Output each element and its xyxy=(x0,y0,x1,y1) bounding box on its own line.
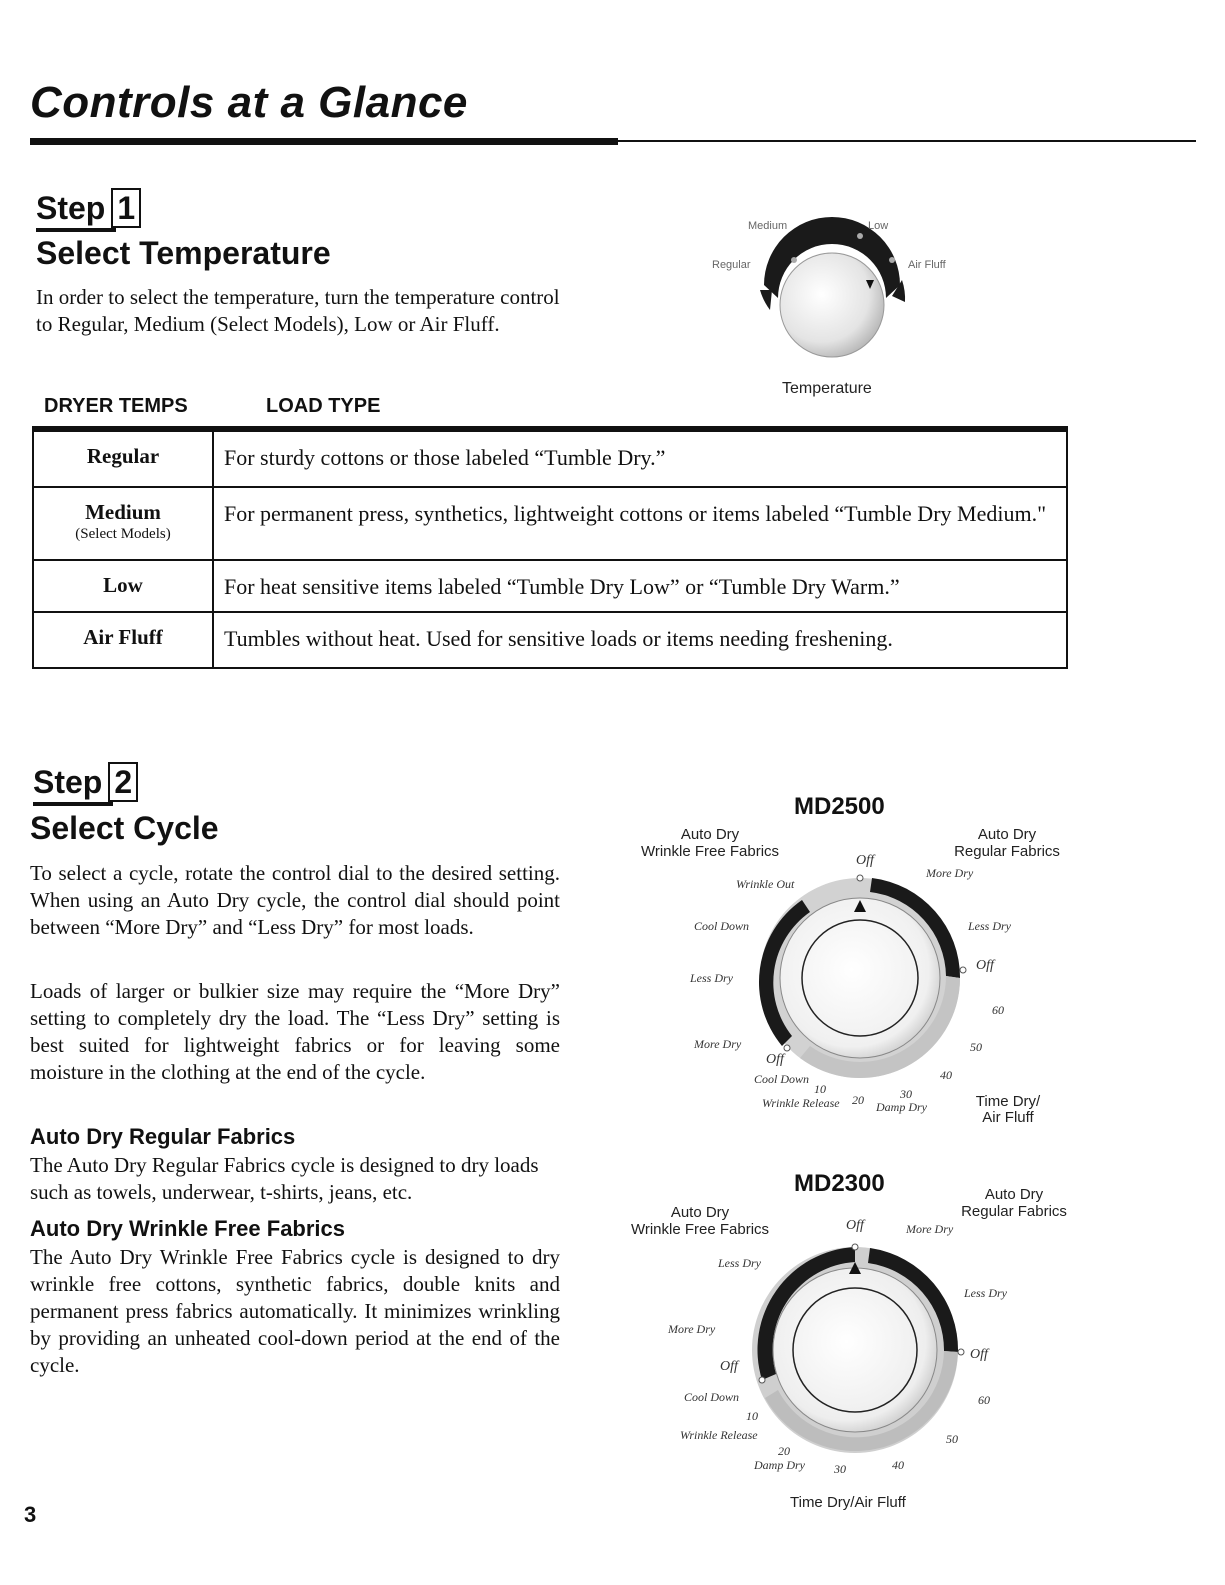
md2300-off-right: Off xyxy=(970,1347,988,1362)
md2500-less-dry-left: Less Dry xyxy=(690,971,734,985)
md2300-cool-down: Cool Down xyxy=(684,1390,740,1404)
temp-label-low: Low xyxy=(868,220,889,232)
md2300-time-10: 10 xyxy=(746,1409,758,1423)
md2500-time-dry-air-fluff: Time Dry/ Air Fluff xyxy=(975,1093,1041,1126)
step2-underline xyxy=(33,802,113,806)
md2500-group-wrinkle-free: Auto Dry Wrinkle Free Fabrics xyxy=(640,826,780,860)
md2500-time-30: 30 xyxy=(900,1087,912,1101)
md2500-cool-down-left: Cool Down xyxy=(694,919,750,933)
md2500-less-dry-right: Less Dry xyxy=(968,919,1012,933)
md2500-wrinkle-release: Wrinkle Release xyxy=(762,1096,840,1110)
step2-para1: To select a cycle, rotate the control dial to the desired setting. When using an Auto Dry cycle, the control dial should point between “More Dry” and “Less Dry” for most loads. xyxy=(30,861,560,939)
step2-number: 2 xyxy=(108,762,138,802)
md2300-damp-dry: Damp Dry xyxy=(754,1458,805,1472)
model-md2300: MD2300 xyxy=(794,1170,885,1197)
page-title: Controls at a Glance xyxy=(30,78,468,127)
temp-label-air-fluff: Air Fluff xyxy=(908,259,946,271)
load-type: For sturdy cottons or those labeled “Tumble Dry.” xyxy=(213,431,1067,487)
md2300-time-30: 30 xyxy=(834,1462,846,1476)
md2300-time-dry-air-fluff: Time Dry/Air Fluff xyxy=(790,1494,906,1511)
page-number: 3 xyxy=(24,1502,37,1527)
md2300-time-60: 60 xyxy=(978,1393,990,1407)
md2500-cool-down-bottom: Cool Down xyxy=(754,1072,810,1086)
sub2-heading: Auto Dry Wrinkle Free Fabrics xyxy=(30,1216,346,1241)
table-row xyxy=(33,612,1067,668)
md2300-group-regular: Auto Dry Regular Fabrics xyxy=(961,1186,1067,1220)
temperature-caption: Temperature xyxy=(782,380,872,397)
md2500-more-dry-left: More Dry xyxy=(694,1037,742,1051)
md2500-more-dry-right: More Dry xyxy=(926,866,974,880)
table-row xyxy=(33,560,1067,612)
step1-text: In order to select the temperature, turn the temperature control to Regular, Medium (Select Models), Low or Air Fluff. xyxy=(36,285,560,336)
md2500-wrinkle-out: Wrinkle Out xyxy=(736,877,795,891)
md2300-time-50: 50 xyxy=(946,1432,958,1446)
md2500-group-regular: Auto Dry Regular Fabrics xyxy=(954,826,1060,860)
md2300-off-left: Off xyxy=(720,1359,738,1374)
title-rule-thick xyxy=(30,138,618,145)
md2500-time-20: 20 xyxy=(852,1093,864,1107)
temps-table xyxy=(32,430,1068,669)
table-row xyxy=(33,487,1067,560)
temp-name: Regular xyxy=(33,431,213,487)
md2300-more-dry-right: More Dry xyxy=(906,1222,954,1236)
md2500-time-60: 60 xyxy=(992,1003,1004,1017)
step1-heading: Select Temperature xyxy=(36,235,331,271)
temp-name: Medium (Select Models) xyxy=(33,487,213,560)
md2300-wrinkle-release: Wrinkle Release xyxy=(680,1428,758,1442)
sub2-text: The Auto Dry Wrinkle Free Fabrics cycle is designed to dry wrinkle free cottons, synthetic fabrics, double knits and permanent press fabrics automatically. It minimizes wrinkling by providing an unheated cool-down period at the end of the cycle. xyxy=(30,1245,560,1377)
step1-underline xyxy=(36,228,116,232)
md2500-off-top: Off xyxy=(856,853,874,868)
temperature-dial[interactable] xyxy=(690,210,980,400)
temp-label-regular: Regular xyxy=(712,259,751,271)
md2300-time-20: 20 xyxy=(778,1444,790,1458)
title-rule-thin xyxy=(618,140,1196,142)
md2500-off-left: Off xyxy=(766,1052,784,1067)
md2500-damp-dry: Damp Dry xyxy=(876,1100,927,1114)
temp-note: (Select Models) xyxy=(75,526,171,542)
md2500-off-right: Off xyxy=(976,958,994,973)
model-md2500: MD2500 xyxy=(794,793,885,820)
md2500-time-40: 40 xyxy=(940,1068,952,1082)
md2300-less-dry-right: Less Dry xyxy=(964,1286,1008,1300)
temp-label-medium: Medium xyxy=(748,220,788,232)
col-header-load-type: LOAD TYPE xyxy=(266,395,381,417)
md2300-group-wrinkle-free: Auto Dry Wrinkle Free Fabrics xyxy=(630,1204,770,1238)
load-type: Tumbles without heat. Used for sensitive loads or items needing freshening. xyxy=(213,612,1067,668)
md2300-off-top: Off xyxy=(846,1218,864,1233)
table-row xyxy=(33,431,1067,487)
step2-para2: Loads of larger or bulkier size may require the “More Dry” setting to completely dry the load. The “Less Dry” setting is best suited for lightweight fabrics or for leaving some moisture in the clothing at the end of the cycle. xyxy=(30,979,560,1084)
col-header-dryer-temps: DRYER TEMPS xyxy=(44,395,188,417)
step2-heading: Select Cycle xyxy=(30,810,219,846)
temp-name: Low xyxy=(33,560,213,612)
md2300-time-40: 40 xyxy=(892,1458,904,1472)
step1-label: Step 1 xyxy=(36,188,141,228)
step1-number: 1 xyxy=(111,188,141,228)
md2300-more-dry-left: More Dry xyxy=(668,1322,716,1336)
load-type: For permanent press, synthetics, lightweight cottons or items labeled “Tumble Dry Medium." xyxy=(213,487,1067,560)
md2300-less-dry-left: Less Dry xyxy=(718,1256,762,1270)
step2-label: Step 2 xyxy=(33,762,138,802)
md2500-time-10: 10 xyxy=(814,1082,826,1096)
sub1-text: The Auto Dry Regular Fabrics cycle is designed to dry loads such as towels, underwear, t-shirts, jeans, etc. xyxy=(30,1153,539,1204)
md2500-time-50: 50 xyxy=(970,1040,982,1054)
sub1-heading: Auto Dry Regular Fabrics xyxy=(30,1124,296,1149)
load-type: For heat sensitive items labeled “Tumble Dry Low” or “Tumble Dry Warm.” xyxy=(213,560,1067,612)
temp-name: Air Fluff xyxy=(33,612,213,668)
